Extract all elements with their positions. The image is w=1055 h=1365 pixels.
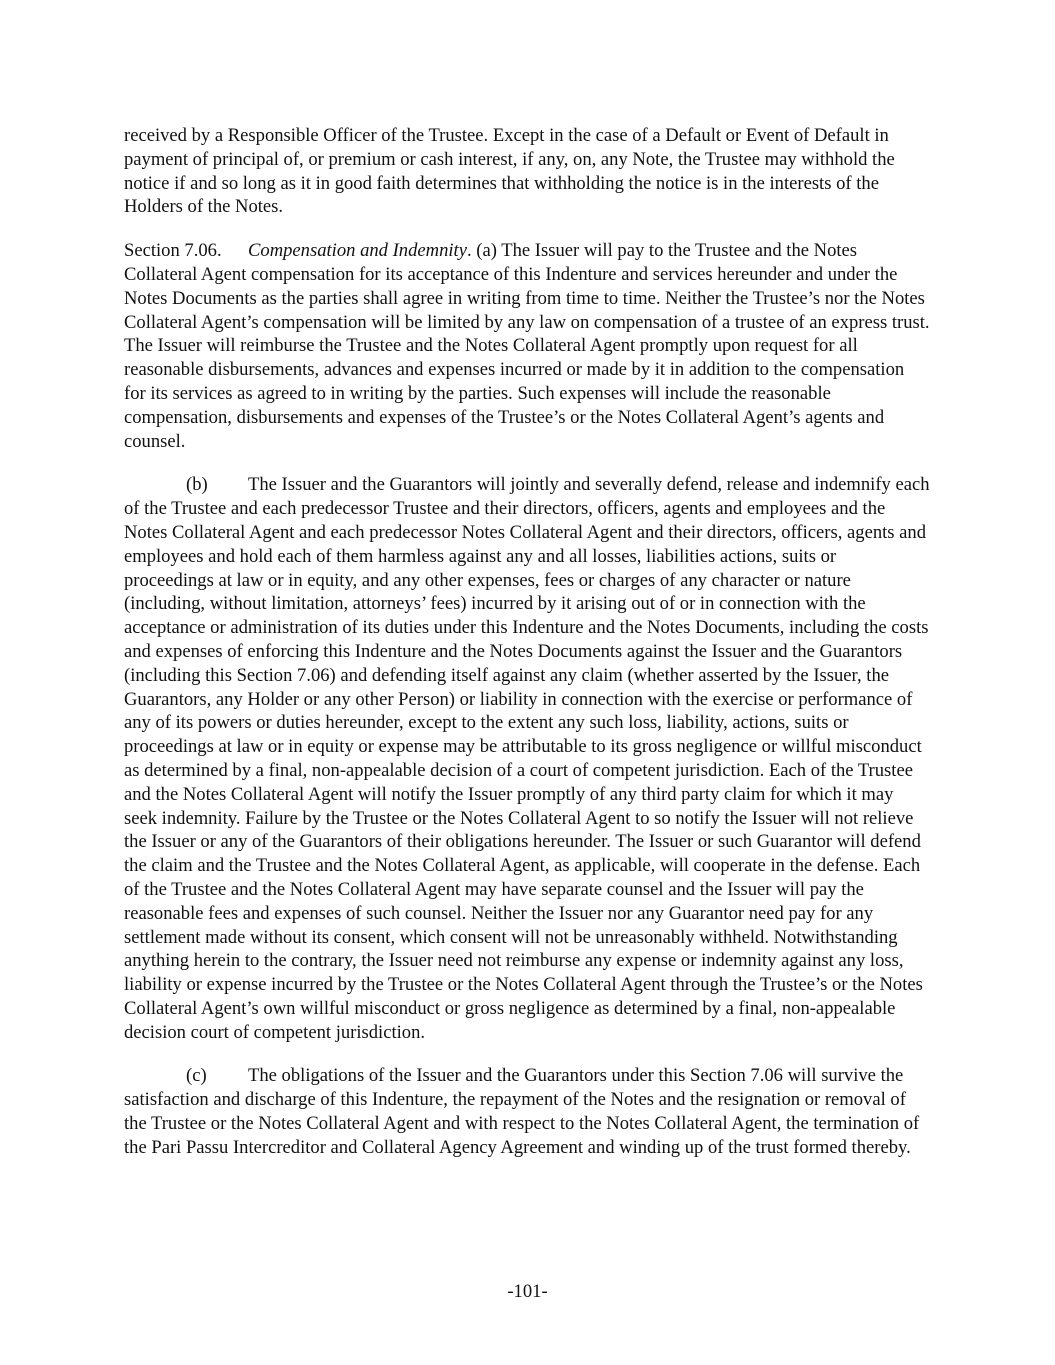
document-page <box>124 124 930 1180</box>
paragraph-a-text: (a) The Issuer will pay to the Trustee and the Notes Collateral Agent compensation for its acceptance of this Indenture and services hereunder and under the Notes Documents as the parties shall agree in writing from time to time. Neither the Trustee’s nor the Notes Collateral Agent’s compensation will be limited by any law on compensation of a trustee of an express trust. The Issuer will reimburse the Trustee and the Notes Collateral Agent promptly upon request for all reasonable disbursements, advances and expenses incurred or made by it in addition to the compensation for its services as agreed to in writing by the parties. Such expenses will include the reasonable compensation, disbursements and expenses of the Trustee’s or the Notes Collateral Agent’s agents and counsel. <box>124 240 930 452</box>
paragraph-b <box>124 473 930 1044</box>
page-number: -101- <box>507 1281 548 1302</box>
continuation-paragraph: received by a Responsible Officer of the Trustee. Except in the case of a Default or Event of Default in payment of principal of, or premium or cash interest, if any, on, any Note, the Trustee may withhold the notice if and so long as it in good faith determines that withholding the notice is in the interests of the Holders of the Notes. <box>124 125 895 218</box>
section-7-06-paragraph-a <box>124 239 930 453</box>
paragraph-c <box>124 1064 930 1159</box>
paragraph-c-label: (c) <box>186 1065 207 1087</box>
section-title-suffix: . <box>466 240 472 262</box>
section-title: Compensation and Indemnity <box>248 240 467 262</box>
paragraph-b-label: (b) <box>186 474 208 496</box>
paragraph-b-text: The Issuer and the Guarantors will jointly and severally defend, release and indemnify each of the Trustee and each predecessor Trustee and their directors, officers, agents and employees and the Notes Collateral Agent and each predecessor Notes Collateral Agent and their directors, officers, agents and employees and hold each of them harmless against any and all losses, liabilities actions, suits or proceedings at law or in equity, and any other expenses, fees or charges of any character or nature (including, without limitation, attorneys’ fees) incurred by it arising out of or in connection with the acceptance or administration of its duties under this Indenture and the Notes Documents, including the costs and expenses of enforcing this Indenture and the Notes Documents against the Issuer and the Guarantors (including this Section 7.06) and defending itself against any claim (whether asserted by the Issuer, the Guarantors, any Holder or any other Person) or liability in connection with the exercise or performance of any of its powers or duties hereunder, except to the extent any such loss, liability, actions, suits or proceedings at law or in equity or expense may be attributable to its gross negligence or willful misconduct as determined by a final, non-appealable decision of a court of competent jurisdiction. Each of the Trustee and the Notes Collateral Agent will notify the Issuer promptly of any third party claim for which it may seek indemnity. Failure by the Trustee or the Notes Collateral Agent to so notify the Issuer will not relieve the Issuer or any of the Guarantors of their obligations hereunder. The Issuer or such Guarantor will defend the claim and the Trustee and the Notes Collateral Agent, as applicable, will cooperate in the defense. Each of the Trustee and the Notes Collateral Agent may have separate counsel and the Issuer will pay the reasonable fees and expenses of such counsel. Neither the Issuer nor any Guarantor need pay for any settlement made without its consent, which consent will not be unreasonably withheld. Notwithstanding anything herein to the contrary, the Issuer need not reimburse any expense or indemnity against any loss, liability or expense incurred by the Trustee or the Notes Collateral Agent through the Trustee’s or the Notes Collateral Agent’s own willful misconduct or gross negligence as determined by a final, non-appealable decision court of competent jurisdiction. <box>124 474 930 1043</box>
paragraph-c-text: The obligations of the Issuer and the Guarantors under this Section 7.06 will survive the satisfaction and discharge of this Indenture, the repayment of the Notes and the resignation or removal of the Trustee or the Notes Collateral Agent and with respect to the Notes Collateral Agent, the termination of the Pari Passu Intercreditor and Collateral Agency Agreement and winding up of the trust formed thereby. <box>124 1065 920 1158</box>
section-number: Section 7.06. <box>124 240 222 262</box>
